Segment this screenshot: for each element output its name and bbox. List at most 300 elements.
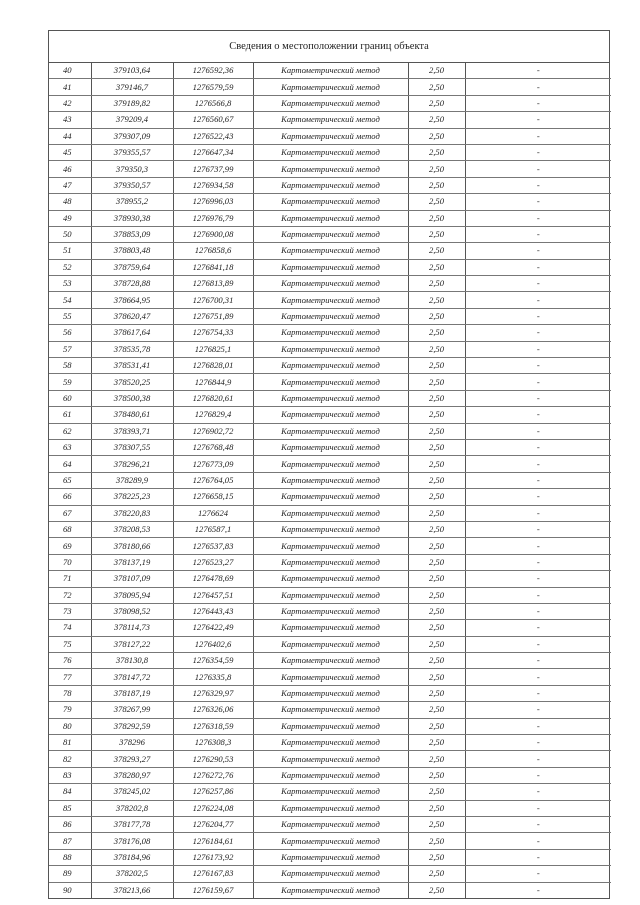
- note-cell: -: [465, 571, 611, 587]
- x-coordinate-cell: 378147,72: [91, 669, 173, 685]
- y-coordinate-cell: 1276443,43: [173, 603, 253, 619]
- x-coordinate-cell: 378500,38: [91, 390, 173, 406]
- accuracy-cell: 2,50: [408, 538, 465, 554]
- y-coordinate-cell: 1276523,27: [173, 554, 253, 570]
- table-row: [49, 833, 611, 849]
- y-coordinate-cell: 1276751,89: [173, 308, 253, 324]
- table-row: [49, 767, 611, 783]
- note-cell: -: [465, 554, 611, 570]
- point-number-cell: 42: [49, 95, 91, 111]
- method-cell: Картометрический метод: [253, 718, 408, 734]
- note-cell: -: [465, 325, 611, 341]
- y-coordinate-cell: 1276587,1: [173, 521, 253, 537]
- point-number-cell: 68: [49, 521, 91, 537]
- note-cell: -: [465, 390, 611, 406]
- table-row: [49, 407, 611, 423]
- table-row: [49, 554, 611, 570]
- table-row: [49, 866, 611, 882]
- y-coordinate-cell: 1276159,67: [173, 882, 253, 898]
- method-cell: Картометрический метод: [253, 325, 408, 341]
- table-row: [49, 439, 611, 455]
- point-number-cell: 59: [49, 374, 91, 390]
- accuracy-cell: 2,50: [408, 112, 465, 128]
- y-coordinate-cell: 1276592,36: [173, 63, 253, 79]
- x-coordinate-cell: 378292,59: [91, 718, 173, 734]
- x-coordinate-cell: 378728,88: [91, 276, 173, 292]
- note-cell: -: [465, 685, 611, 701]
- method-cell: Картометрический метод: [253, 292, 408, 308]
- accuracy-cell: 2,50: [408, 603, 465, 619]
- y-coordinate-cell: 1276290,53: [173, 751, 253, 767]
- point-number-cell: 70: [49, 554, 91, 570]
- accuracy-cell: 2,50: [408, 456, 465, 472]
- accuracy-cell: 2,50: [408, 636, 465, 652]
- point-number-cell: 52: [49, 259, 91, 275]
- point-number-cell: 55: [49, 308, 91, 324]
- accuracy-cell: 2,50: [408, 276, 465, 292]
- y-coordinate-cell: 1276522,43: [173, 128, 253, 144]
- point-number-cell: 78: [49, 685, 91, 701]
- x-coordinate-cell: 378114,73: [91, 620, 173, 636]
- note-cell: -: [465, 161, 611, 177]
- y-coordinate-cell: 1276167,83: [173, 866, 253, 882]
- table-row: [49, 243, 611, 259]
- y-coordinate-cell: 1276224,08: [173, 800, 253, 816]
- point-number-cell: 84: [49, 784, 91, 800]
- point-number-cell: 49: [49, 210, 91, 226]
- accuracy-cell: 2,50: [408, 587, 465, 603]
- table-row: [49, 161, 611, 177]
- point-number-cell: 45: [49, 144, 91, 160]
- method-cell: Картометрический метод: [253, 538, 408, 554]
- y-coordinate-cell: 1276624: [173, 505, 253, 521]
- x-coordinate-cell: 379103,64: [91, 63, 173, 79]
- method-cell: Картометрический метод: [253, 390, 408, 406]
- table-row: [49, 423, 611, 439]
- x-coordinate-cell: 378177,78: [91, 816, 173, 832]
- method-cell: Картометрический метод: [253, 849, 408, 865]
- table-row: [49, 669, 611, 685]
- table-body: [49, 63, 611, 898]
- method-cell: Картометрический метод: [253, 95, 408, 111]
- point-number-cell: 64: [49, 456, 91, 472]
- note-cell: -: [465, 653, 611, 669]
- y-coordinate-cell: 1276754,33: [173, 325, 253, 341]
- point-number-cell: 86: [49, 816, 91, 832]
- point-number-cell: 67: [49, 505, 91, 521]
- table-row: [49, 292, 611, 308]
- method-cell: Картометрический метод: [253, 866, 408, 882]
- accuracy-cell: 2,50: [408, 79, 465, 95]
- note-cell: -: [465, 243, 611, 259]
- point-number-cell: 88: [49, 849, 91, 865]
- method-cell: Картометрический метод: [253, 259, 408, 275]
- note-cell: -: [465, 177, 611, 193]
- table-row: [49, 456, 611, 472]
- note-cell: -: [465, 423, 611, 439]
- method-cell: Картометрический метод: [253, 669, 408, 685]
- accuracy-cell: 2,50: [408, 194, 465, 210]
- x-coordinate-cell: 378307,55: [91, 439, 173, 455]
- point-number-cell: 61: [49, 407, 91, 423]
- note-cell: -: [465, 308, 611, 324]
- note-cell: -: [465, 751, 611, 767]
- accuracy-cell: 2,50: [408, 259, 465, 275]
- x-coordinate-cell: 378520,25: [91, 374, 173, 390]
- point-number-cell: 79: [49, 702, 91, 718]
- method-cell: Картометрический метод: [253, 374, 408, 390]
- method-cell: Картометрический метод: [253, 226, 408, 242]
- x-coordinate-cell: 378289,9: [91, 472, 173, 488]
- table-row: [49, 194, 611, 210]
- note-cell: -: [465, 79, 611, 95]
- table-row: [49, 226, 611, 242]
- x-coordinate-cell: 378617,64: [91, 325, 173, 341]
- y-coordinate-cell: 1276457,51: [173, 587, 253, 603]
- accuracy-cell: 2,50: [408, 653, 465, 669]
- method-cell: Картометрический метод: [253, 735, 408, 751]
- y-coordinate-cell: 1276976,79: [173, 210, 253, 226]
- y-coordinate-cell: 1276828,01: [173, 358, 253, 374]
- x-coordinate-cell: 378137,19: [91, 554, 173, 570]
- accuracy-cell: 2,50: [408, 308, 465, 324]
- note-cell: -: [465, 341, 611, 357]
- point-number-cell: 54: [49, 292, 91, 308]
- point-number-cell: 56: [49, 325, 91, 341]
- table-row: [49, 882, 611, 898]
- accuracy-cell: 2,50: [408, 243, 465, 259]
- point-number-cell: 51: [49, 243, 91, 259]
- point-number-cell: 69: [49, 538, 91, 554]
- note-cell: -: [465, 407, 611, 423]
- x-coordinate-cell: 378176,08: [91, 833, 173, 849]
- x-coordinate-cell: 378180,66: [91, 538, 173, 554]
- y-coordinate-cell: 1276204,77: [173, 816, 253, 832]
- y-coordinate-cell: 1276813,89: [173, 276, 253, 292]
- point-number-cell: 41: [49, 79, 91, 95]
- point-number-cell: 87: [49, 833, 91, 849]
- point-number-cell: 57: [49, 341, 91, 357]
- note-cell: -: [465, 718, 611, 734]
- note-cell: -: [465, 521, 611, 537]
- y-coordinate-cell: 1276257,86: [173, 784, 253, 800]
- boundary-points-table: [49, 63, 611, 898]
- method-cell: Картометрический метод: [253, 194, 408, 210]
- method-cell: Картометрический метод: [253, 341, 408, 357]
- accuracy-cell: 2,50: [408, 390, 465, 406]
- point-number-cell: 81: [49, 735, 91, 751]
- method-cell: Картометрический метод: [253, 358, 408, 374]
- table-row: [49, 603, 611, 619]
- point-number-cell: 53: [49, 276, 91, 292]
- x-coordinate-cell: 378127,22: [91, 636, 173, 652]
- accuracy-cell: 2,50: [408, 784, 465, 800]
- y-coordinate-cell: 1276844,9: [173, 374, 253, 390]
- y-coordinate-cell: 1276902,72: [173, 423, 253, 439]
- table-row: [49, 735, 611, 751]
- note-cell: -: [465, 849, 611, 865]
- note-cell: -: [465, 505, 611, 521]
- table-row: [49, 341, 611, 357]
- x-coordinate-cell: 379146,7: [91, 79, 173, 95]
- table-row: [49, 685, 611, 701]
- point-number-cell: 90: [49, 882, 91, 898]
- method-cell: Картометрический метод: [253, 439, 408, 455]
- accuracy-cell: 2,50: [408, 735, 465, 751]
- note-cell: -: [465, 63, 611, 79]
- table-row: [49, 325, 611, 341]
- method-cell: Картометрический метод: [253, 882, 408, 898]
- note-cell: -: [465, 538, 611, 554]
- method-cell: Картометрический метод: [253, 144, 408, 160]
- note-cell: -: [465, 194, 611, 210]
- accuracy-cell: 2,50: [408, 226, 465, 242]
- accuracy-cell: 2,50: [408, 521, 465, 537]
- x-coordinate-cell: 378130,8: [91, 653, 173, 669]
- method-cell: Картометрический метод: [253, 63, 408, 79]
- point-number-cell: 48: [49, 194, 91, 210]
- accuracy-cell: 2,50: [408, 669, 465, 685]
- method-cell: Картометрический метод: [253, 128, 408, 144]
- method-cell: Картометрический метод: [253, 554, 408, 570]
- method-cell: Картометрический метод: [253, 161, 408, 177]
- method-cell: Картометрический метод: [253, 79, 408, 95]
- x-coordinate-cell: 378955,2: [91, 194, 173, 210]
- point-number-cell: 74: [49, 620, 91, 636]
- x-coordinate-cell: 378098,52: [91, 603, 173, 619]
- accuracy-cell: 2,50: [408, 128, 465, 144]
- table-row: [49, 210, 611, 226]
- point-number-cell: 80: [49, 718, 91, 734]
- note-cell: -: [465, 358, 611, 374]
- x-coordinate-cell: 378853,09: [91, 226, 173, 242]
- point-number-cell: 85: [49, 800, 91, 816]
- table-row: [49, 177, 611, 193]
- table-row: [49, 259, 611, 275]
- table-row: [49, 95, 611, 111]
- accuracy-cell: 2,50: [408, 505, 465, 521]
- y-coordinate-cell: 1276934,58: [173, 177, 253, 193]
- y-coordinate-cell: 1276173,92: [173, 849, 253, 865]
- y-coordinate-cell: 1276402,6: [173, 636, 253, 652]
- accuracy-cell: 2,50: [408, 325, 465, 341]
- note-cell: -: [465, 439, 611, 455]
- table-row: [49, 636, 611, 652]
- note-cell: -: [465, 833, 611, 849]
- y-coordinate-cell: 1276354,59: [173, 653, 253, 669]
- method-cell: Картометрический метод: [253, 505, 408, 521]
- table-row: [49, 308, 611, 324]
- x-coordinate-cell: 378759,64: [91, 259, 173, 275]
- accuracy-cell: 2,50: [408, 866, 465, 882]
- point-number-cell: 83: [49, 767, 91, 783]
- method-cell: Картометрический метод: [253, 620, 408, 636]
- accuracy-cell: 2,50: [408, 144, 465, 160]
- accuracy-cell: 2,50: [408, 210, 465, 226]
- x-coordinate-cell: 378107,09: [91, 571, 173, 587]
- point-number-cell: 63: [49, 439, 91, 455]
- method-cell: Картометрический метод: [253, 210, 408, 226]
- accuracy-cell: 2,50: [408, 341, 465, 357]
- y-coordinate-cell: 1276764,05: [173, 472, 253, 488]
- table-title: Сведения о местоположении границ объекта: [49, 31, 609, 63]
- method-cell: Картометрический метод: [253, 489, 408, 505]
- accuracy-cell: 2,50: [408, 800, 465, 816]
- note-cell: -: [465, 210, 611, 226]
- x-coordinate-cell: 378620,47: [91, 308, 173, 324]
- y-coordinate-cell: 1276858,6: [173, 243, 253, 259]
- table-row: [49, 702, 611, 718]
- method-cell: Картометрический метод: [253, 784, 408, 800]
- table-row: [49, 390, 611, 406]
- x-coordinate-cell: 378803,48: [91, 243, 173, 259]
- accuracy-cell: 2,50: [408, 767, 465, 783]
- y-coordinate-cell: 1276820,61: [173, 390, 253, 406]
- point-number-cell: 47: [49, 177, 91, 193]
- accuracy-cell: 2,50: [408, 95, 465, 111]
- note-cell: -: [465, 620, 611, 636]
- method-cell: Картометрический метод: [253, 653, 408, 669]
- point-number-cell: 66: [49, 489, 91, 505]
- x-coordinate-cell: 378245,02: [91, 784, 173, 800]
- point-number-cell: 58: [49, 358, 91, 374]
- note-cell: -: [465, 112, 611, 128]
- point-number-cell: 73: [49, 603, 91, 619]
- x-coordinate-cell: 378480,61: [91, 407, 173, 423]
- y-coordinate-cell: 1276308,3: [173, 735, 253, 751]
- accuracy-cell: 2,50: [408, 472, 465, 488]
- accuracy-cell: 2,50: [408, 423, 465, 439]
- note-cell: -: [465, 816, 611, 832]
- x-coordinate-cell: 378296: [91, 735, 173, 751]
- point-number-cell: 71: [49, 571, 91, 587]
- accuracy-cell: 2,50: [408, 554, 465, 570]
- y-coordinate-cell: 1276272,76: [173, 767, 253, 783]
- x-coordinate-cell: 378296,21: [91, 456, 173, 472]
- x-coordinate-cell: 378225,23: [91, 489, 173, 505]
- table-row: [49, 79, 611, 95]
- x-coordinate-cell: 378535,78: [91, 341, 173, 357]
- point-number-cell: 40: [49, 63, 91, 79]
- method-cell: Картометрический метод: [253, 308, 408, 324]
- x-coordinate-cell: 378220,83: [91, 505, 173, 521]
- y-coordinate-cell: 1276560,67: [173, 112, 253, 128]
- method-cell: Картометрический метод: [253, 751, 408, 767]
- point-number-cell: 46: [49, 161, 91, 177]
- method-cell: Картометрический метод: [253, 472, 408, 488]
- note-cell: -: [465, 636, 611, 652]
- x-coordinate-cell: 378531,41: [91, 358, 173, 374]
- note-cell: -: [465, 800, 611, 816]
- accuracy-cell: 2,50: [408, 702, 465, 718]
- y-coordinate-cell: 1276326,06: [173, 702, 253, 718]
- y-coordinate-cell: 1276768,48: [173, 439, 253, 455]
- point-number-cell: 44: [49, 128, 91, 144]
- accuracy-cell: 2,50: [408, 882, 465, 898]
- table-row: [49, 587, 611, 603]
- method-cell: Картометрический метод: [253, 407, 408, 423]
- table-row: [49, 63, 611, 79]
- table-row: [49, 653, 611, 669]
- point-number-cell: 62: [49, 423, 91, 439]
- note-cell: -: [465, 784, 611, 800]
- y-coordinate-cell: 1276900,08: [173, 226, 253, 242]
- point-number-cell: 77: [49, 669, 91, 685]
- note-cell: -: [465, 374, 611, 390]
- method-cell: Картометрический метод: [253, 587, 408, 603]
- method-cell: Картометрический метод: [253, 702, 408, 718]
- table-row: [49, 784, 611, 800]
- point-number-cell: 60: [49, 390, 91, 406]
- accuracy-cell: 2,50: [408, 751, 465, 767]
- note-cell: -: [465, 226, 611, 242]
- point-number-cell: 65: [49, 472, 91, 488]
- y-coordinate-cell: 1276329,97: [173, 685, 253, 701]
- note-cell: -: [465, 128, 611, 144]
- table-row: [49, 538, 611, 554]
- accuracy-cell: 2,50: [408, 358, 465, 374]
- y-coordinate-cell: 1276478,69: [173, 571, 253, 587]
- method-cell: Картометрический метод: [253, 177, 408, 193]
- table-row: [49, 358, 611, 374]
- x-coordinate-cell: 378208,53: [91, 521, 173, 537]
- accuracy-cell: 2,50: [408, 63, 465, 79]
- table-row: [49, 374, 611, 390]
- table-row: [49, 800, 611, 816]
- note-cell: -: [465, 735, 611, 751]
- accuracy-cell: 2,50: [408, 292, 465, 308]
- point-number-cell: 89: [49, 866, 91, 882]
- y-coordinate-cell: 1276773,09: [173, 456, 253, 472]
- table-row: [49, 571, 611, 587]
- x-coordinate-cell: 378280,97: [91, 767, 173, 783]
- table-row: [49, 620, 611, 636]
- x-coordinate-cell: 379350,3: [91, 161, 173, 177]
- accuracy-cell: 2,50: [408, 718, 465, 734]
- method-cell: Картометрический метод: [253, 243, 408, 259]
- accuracy-cell: 2,50: [408, 816, 465, 832]
- method-cell: Картометрический метод: [253, 816, 408, 832]
- point-number-cell: 72: [49, 587, 91, 603]
- x-coordinate-cell: 378664,95: [91, 292, 173, 308]
- x-coordinate-cell: 378095,94: [91, 587, 173, 603]
- note-cell: -: [465, 259, 611, 275]
- note-cell: -: [465, 489, 611, 505]
- x-coordinate-cell: 378202,8: [91, 800, 173, 816]
- y-coordinate-cell: 1276537,83: [173, 538, 253, 554]
- accuracy-cell: 2,50: [408, 833, 465, 849]
- x-coordinate-cell: 378930,38: [91, 210, 173, 226]
- x-coordinate-cell: 379189,82: [91, 95, 173, 111]
- method-cell: Картометрический метод: [253, 800, 408, 816]
- x-coordinate-cell: 379355,57: [91, 144, 173, 160]
- accuracy-cell: 2,50: [408, 620, 465, 636]
- accuracy-cell: 2,50: [408, 685, 465, 701]
- accuracy-cell: 2,50: [408, 849, 465, 865]
- x-coordinate-cell: 378187,19: [91, 685, 173, 701]
- y-coordinate-cell: 1276700,31: [173, 292, 253, 308]
- point-number-cell: 76: [49, 653, 91, 669]
- note-cell: -: [465, 767, 611, 783]
- table-row: [49, 489, 611, 505]
- y-coordinate-cell: 1276579,59: [173, 79, 253, 95]
- method-cell: Картометрический метод: [253, 636, 408, 652]
- method-cell: Картометрический метод: [253, 767, 408, 783]
- x-coordinate-cell: 378267,99: [91, 702, 173, 718]
- note-cell: -: [465, 95, 611, 111]
- accuracy-cell: 2,50: [408, 439, 465, 455]
- table-row: [49, 144, 611, 160]
